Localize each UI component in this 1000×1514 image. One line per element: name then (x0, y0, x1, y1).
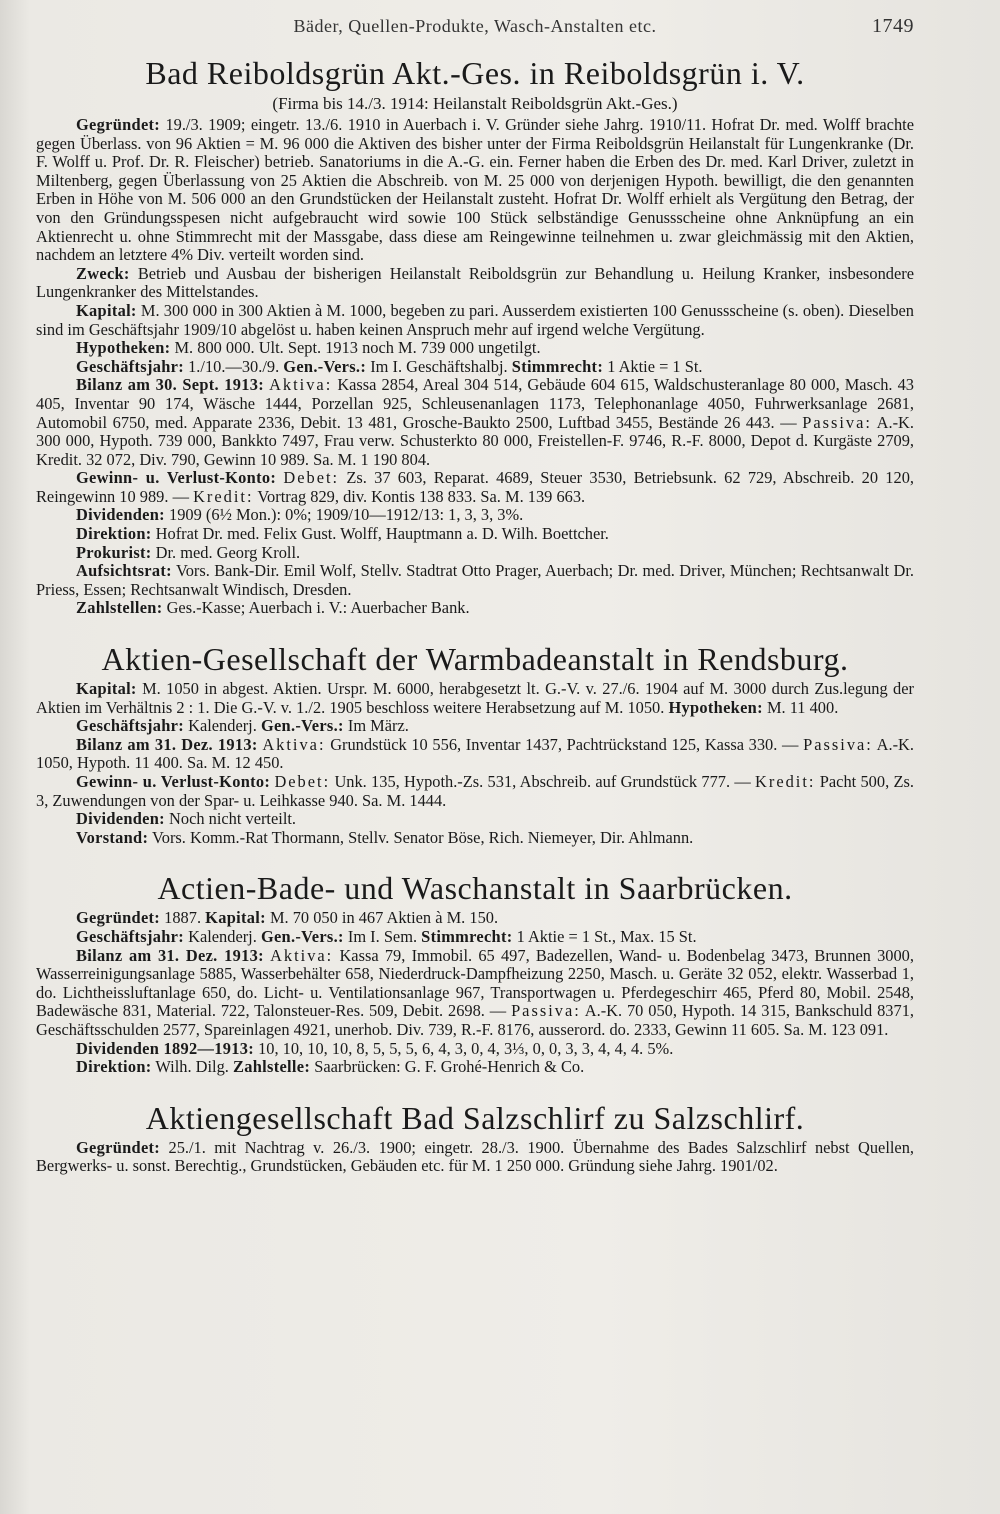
entry-bade-waschanstalt-saarbruecken (36, 869, 914, 1076)
field-geschaeftsjahr (36, 717, 914, 736)
aktiva-text: Grundstück 10 556, Inventar 1437, Pachtrückstand 125, Kassa 330. — (330, 734, 799, 754)
entry-title: Actien-Bade- und Waschanstalt in Saarbrücken. (157, 870, 793, 907)
entry-title: Aktien-Gesellschaft der Warmbadeanstalt in Rendsburg. (101, 641, 849, 678)
field-dividenden (36, 506, 914, 525)
field-zahlstellen (36, 599, 914, 618)
field-text-hypotheken: M. 11 400. (766, 697, 839, 717)
field-geschaeftsjahr (36, 358, 914, 377)
field-label: Gewinn- u. Verlust-Konto: (76, 468, 277, 488)
field-label: Gegründet: (76, 1137, 161, 1157)
field-text: Vors. Komm.-Rat Thormann, Stellv. Senator Böse, Rich. Niemeyer, Dir. Ahlmann. (152, 827, 694, 847)
entry-title: Aktiengesellschaft Bad Salzschlirf zu Salzschlirf. (145, 1099, 805, 1136)
field-text: 1909 (6½ Mon.): 0%; 1909/10—1912/13: 1, 3, 3, 3%. (169, 505, 524, 525)
field-label: Bilanz am 31. Dez. 1913: (76, 734, 258, 754)
field-text: Hofrat Dr. med. Felix Gust. Wolff, Hauptmann a. D. Wilh. Boettcher. (155, 524, 609, 544)
kredit-text: Pacht 500, Zs. 3, Zuwendungen von der Spar- u. Leihkasse 940. Sa. M. 1444. (36, 772, 914, 810)
field-label-stimmrecht: Stimmrecht: (511, 356, 604, 376)
debet-text: Unk. 135, Hypoth.-Zs. 531, Abschreib. auf Grundstück 777. — (334, 772, 751, 791)
aktiva-label: Aktiva: (262, 734, 326, 754)
field-label: Vorstand: (76, 827, 149, 847)
aktiva-label: Aktiva: (269, 375, 333, 395)
field-text: Wilh. Dilg. (155, 1057, 229, 1077)
field-text: Noch nicht verteilt. (169, 809, 297, 829)
field-label: Hypotheken: (76, 338, 171, 358)
field-label: Dividenden: (76, 505, 165, 525)
page-number: 1749 (872, 15, 914, 37)
field-gegruendet (36, 1139, 914, 1176)
field-hypotheken (36, 339, 914, 358)
passiva-text: A.-K. 70 050, Hypoth. 14 315, Bankschuld 8371, Geschäftsschulden 2577, Spareinlagen 4921, unerhob. Div. 739, R.-F. 8176, ausserord. do. 2333, Gewinn 11 605. Sa. M. 123 091. (36, 1001, 914, 1039)
field-direktion (36, 1058, 914, 1077)
field-label-stimmrecht: Stimmrecht: (421, 926, 513, 946)
field-direktion (36, 525, 914, 544)
field-label: Direktion: (76, 524, 152, 544)
field-label: Bilanz am 31. Dez. 1913: (76, 945, 264, 965)
field-text: 25./1. mit Nachtrag v. 26./3. 1900; eingetr. 28./3. 1900. Übernahme des Bades Salzschlirf nebst Quellen, Bergwerks- u. sonst. Berechtig., Grundstücken, Gebäuden etc. für M. 1 250 000. Gründung siehe Jahrg. 1901/02. (36, 1137, 915, 1176)
passiva-label: Passiva: (803, 734, 873, 754)
field-text: Vors. Bank-Dir. Emil Wolf, Stellv. Stadtrat Otto Prager, Auerbach; Dr. med. Driver, München; Rechtsanwalt Dr. Priess, Essen; Rechtsanwalt Windisch, Dresden. (36, 561, 914, 599)
field-label: Gegründet: (76, 115, 161, 134)
field-text-stimmrecht: 1 Aktie = 1 St. (607, 356, 703, 376)
field-text: Ges.-Kasse; Auerbach i. V.: Auerbacher Bank. (166, 598, 470, 618)
kredit-text: Vortrag 829, div. Kontis 138 833. Sa. M. 139 663. (257, 486, 586, 506)
field-bilanz (36, 947, 914, 1040)
field-dividenden (36, 1040, 914, 1059)
aktiva-label: Aktiva: (270, 945, 334, 965)
passiva-label: Passiva: (802, 412, 872, 432)
kredit-label: Kredit: (755, 772, 816, 791)
field-text: Kalenderj. (188, 716, 257, 736)
field-label: Zweck: (76, 263, 130, 283)
field-label: Dividenden: (76, 809, 165, 829)
field-text-stimmrecht: 1 Aktie = 1 St., Max. 15 St. (516, 926, 697, 946)
running-title: Bäder, Quellen-Produkte, Wasch-Anstalten etc. (293, 16, 657, 36)
field-text: 1./10.—30./9. (188, 356, 280, 376)
field-label: Kapital: (76, 679, 137, 699)
field-label-gen-vers: Gen.-Vers.: (283, 356, 367, 376)
field-kapital (36, 680, 914, 717)
passiva-text: A.-K. 300 000, Hypoth. 739 000, Bankkto 7497, Frau verw. Schusterkto 80 000, Freistellen-F. 9746, R.-F. 8000, Depot d. Kurgäste 2709, Kredit. 32 072, Div. 790, Gewinn 10 989. Sa. M. 1 190 804. (36, 412, 914, 469)
aktiva-text: Kassa 79, Immobil. 65 497, Badezellen, Wand- u. Bodenbelag 3473, Brunnen 3000, Wasserreinigungsanlage 5885, Wasserbehälter 658, Niederdruck-Dampfheizung 2250, Masch. u. Geräte 32 052, elektr. Wasserbad 1, do. Lichtheissluftanlage 650, do. Licht- u. Ventilationsanlage 967, Transportwagen u. Pferdegeschirr 465, Pferd 80, Mobil. 2548, Badewäsche 831, Material. 722, Talonsteuer-Res. 509, Debit. 2698. — (36, 945, 914, 1021)
field-zweck (36, 265, 914, 302)
field-geschaeftsjahr (36, 928, 914, 947)
field-kapital (36, 302, 914, 339)
field-gewinn-verlust (36, 773, 914, 810)
field-gegruendet (36, 116, 914, 265)
field-label: Gewinn- u. Verlust-Konto: (76, 772, 271, 791)
field-text-gen-vers: Im März. (347, 716, 409, 736)
field-gegruendet (36, 909, 914, 928)
debet-label: Debet: (283, 468, 340, 488)
aktiva-text: Kassa 2854, Areal 304 514, Gebäude 604 615, Waldschusteranlage 80 000, Masch. 43 405, Inventar 90 174, Wäsche 1444, Porzellan 925, Schleusenanlagen 1173, Telephonanlage 4050, Fuhrwerksanlage 2681, Automobil 6750, med. Apparate 2336, Debit. 13 481, Grosche-Baukto 2500, Luftbad 3455, Bestände 26 443. — (36, 375, 914, 432)
entry-bad-salzschlirf (36, 1099, 914, 1176)
field-text: Kalenderj. (188, 926, 257, 946)
field-label-zahlstelle: Zahlstelle: (233, 1057, 311, 1077)
debet-text: Zs. 37 603, Reparat. 4689, Steuer 3530, Betriebsunk. 62 729, Abschreib. 20 120, Reingewinn 10 989. — (36, 468, 914, 506)
field-text-kapital: M. 70 050 in 467 Aktien à M. 150. (269, 908, 499, 928)
field-label-gen-vers: Gen.-Vers.: (260, 926, 344, 946)
passiva-label: Passiva: (511, 1001, 581, 1021)
field-label: Geschäftsjahr: (76, 716, 184, 736)
field-bilanz (36, 736, 914, 773)
field-dividenden (36, 810, 914, 829)
field-prokurist (36, 544, 914, 563)
entry-warmbadeanstalt-rendsburg (36, 640, 914, 847)
running-header (36, 12, 914, 40)
field-text: 1887. (164, 908, 202, 928)
entry-bad-reiboldsgruen (36, 54, 914, 618)
field-label: Aufsichtsrat: (76, 561, 172, 581)
kredit-label: Kredit: (193, 486, 254, 506)
field-label: Kapital: (76, 300, 137, 320)
field-label: Gegründet: (76, 908, 161, 928)
field-label: Direktion: (76, 1057, 152, 1077)
field-label: Dividenden 1892—1913: (76, 1038, 254, 1058)
field-text: M. 300 000 in 300 Aktien à M. 1000, begeben zu pari. Ausserdem existierten 100 Genussscheine (s. oben). Dieselben sind im Geschäftsjahr 1909/10 abgelöst u. haben keinen Anspruch mehr auf irgend welche Vergütung. (36, 300, 914, 339)
field-text: M. 1050 in abgest. Aktien. Urspr. M. 6000, herabgesetzt lt. G.-V. v. 27./6. 1904 auf M. 3000 durch Zus.legung der Aktien im Verhältnis 2 : 1. Die G.-V. v. 1./2. 1905 beschloss weitere Herabsetzung auf M. 1050. (36, 679, 914, 717)
debet-label: Debet: (274, 772, 331, 791)
field-label-hypotheken: Hypotheken: (668, 697, 763, 717)
field-label-kapital: Kapital: (205, 908, 266, 928)
field-text: 10, 10, 10, 10, 8, 5, 5, 5, 6, 4, 3, 0, 4, 3⅓, 0, 0, 3, 3, 4, 4, 4. 5%. (258, 1038, 674, 1058)
field-label: Geschäftsjahr: (76, 356, 184, 376)
field-bilanz (36, 376, 914, 469)
field-text: 19./3. 1909; eingetr. 13./6. 1910 in Auerbach i. V. Gründer siehe Jahrg. 1910/11. Hofrat Dr. med. Wolff brachte gegen Überlass. von 96 Aktien = M. 96 000 die Aktiven des bisher unter der Firma Reiboldsgrün Heilanstalt für Lungenkranke (Dr. F. Wolff u. Prof. Dr. R. Fleischer) betrieb. Sanatoriums in die A.-G. ein. Ferner haben die Erben des Dr. med. Karl Driver, zuletzt in Miltenberg, gegen Überlassung von 25 Aktien die Abschreib. von M. 25 000 von derjenigen Hypoth. bewilligt, die den genannten Erben in Höhe von M. 506 000 an den Grundstücken der Heilanstalt zusteht. Hofrat Dr. Wolff erhielt als Vergütung den Betrag, der von den Gründungsspesen nicht aufgebraucht wird sowie 100 Stück selbständige Genussscheine ohne Anknüpfung an ein Aktienrecht u. ohne Stimmrecht mit der Massgabe, dass diese am Reingewinne teilnehmen u. zwar gleichmässig mit den Aktien, nachdem an letztere 4% Div. verteilt worden sind. (36, 115, 914, 265)
field-vorstand (36, 829, 914, 848)
field-text-zahlstelle: Saarbrücken: G. F. Grohé-Henrich & Co. (314, 1057, 585, 1077)
field-label: Prokurist: (76, 542, 152, 562)
entry-title: Bad Reiboldsgrün Akt.-Ges. in Reiboldsgrün i. V. (145, 55, 805, 91)
field-text: Betrieb und Ausbau der bisherigen Heilanstalt Reiboldsgrün zur Behandlung u. Heilung Kranker, insbesondere Lungenkranker des Mittelstandes. (36, 263, 914, 302)
passiva-text: A.-K. 1050, Hypoth. 11 400. Sa. M. 12 450. (36, 734, 914, 773)
field-label: Geschäftsjahr: (76, 926, 184, 946)
field-gewinn-verlust (36, 469, 914, 506)
field-text-gen-vers: Im I. Geschäftshalbj. (370, 356, 508, 376)
field-text-gen-vers: Im I. Sem. (347, 926, 418, 946)
field-text: M. 800 000. Ult. Sept. 1913 noch M. 739 000 ungetilgt. (174, 338, 541, 358)
field-label: Bilanz am 30. Sept. 1913: (76, 375, 265, 395)
field-aufsichtsrat (36, 562, 914, 599)
field-label-gen-vers: Gen.-Vers.: (260, 716, 344, 736)
field-label: Zahlstellen: (76, 598, 163, 618)
entry-subtitle: (Firma bis 14./3. 1914: Heilanstalt Reiboldsgrün Akt.-Ges.) (272, 94, 678, 113)
field-text: Dr. med. Georg Kroll. (155, 542, 301, 562)
